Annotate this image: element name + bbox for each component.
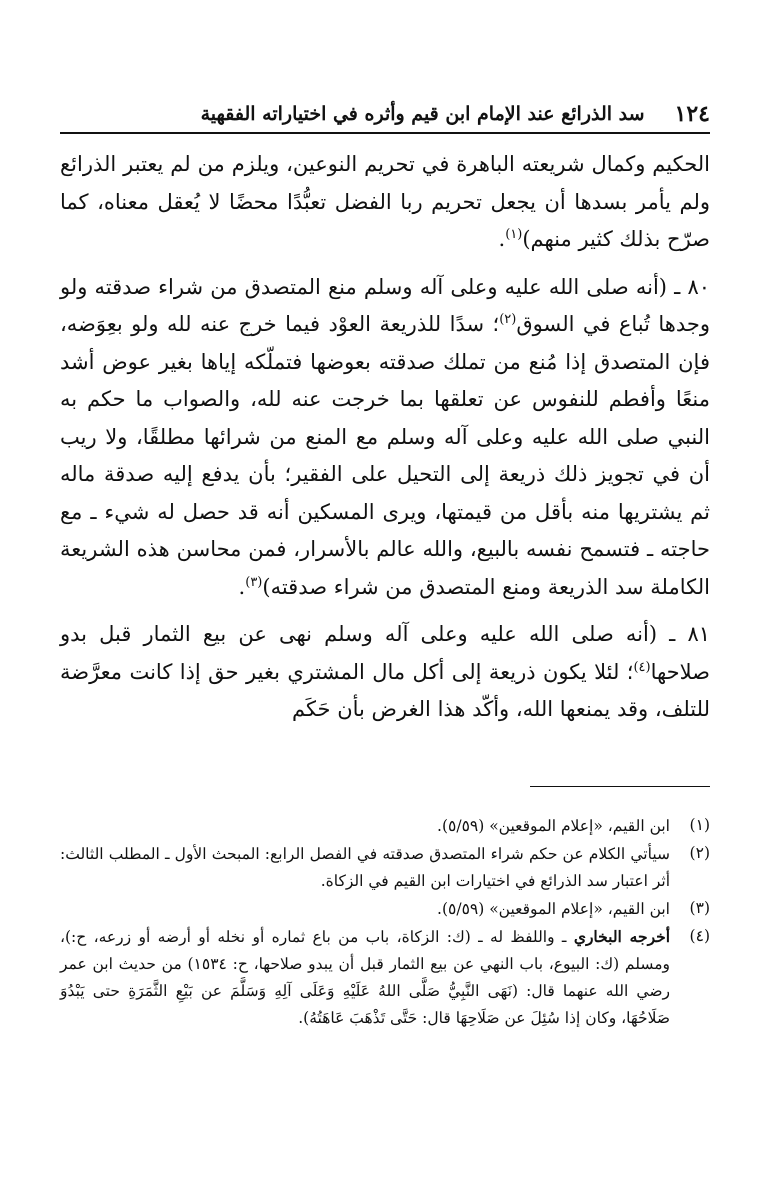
paragraph-1-text: الحكيم وكمال شريعته الباهرة في تحريم النوعين، ويلزم من لم يعتبر الذرائع ولم يأمر بسدها أن يجعل تحريم ربا الفضل تعبُّدًا محضًا لا يُعقل معناه، كما صرّح بذلك كثير منهم) bbox=[60, 152, 710, 251]
paragraph-81-text-a: ٨١ ـ (أنه صلى الله عليه وعلى آله وسلم نهى عن بيع الثمار قبل بدو صلاحها bbox=[60, 622, 710, 684]
footnote-ref-4[interactable]: (٤) bbox=[633, 659, 651, 675]
footnote-text bbox=[60, 812, 670, 840]
footnote-ref-1[interactable]: (١) bbox=[505, 227, 523, 242]
footnote-text bbox=[60, 923, 670, 1032]
paragraph-80-end: . bbox=[238, 574, 246, 599]
paragraph-81 bbox=[60, 616, 710, 729]
footnote-body: ابن القيم، «إعلام الموقعين» (٥/٥٩). bbox=[437, 900, 670, 918]
page-header bbox=[60, 96, 710, 134]
paragraph-81-text-b: ؛ لئلا يكون ذريعة إلى أكل مال المشتري بغير حق إذا كانت معرَّضة للتلف، وقد يمنعها الله، وأكّد هذا الغرض بأن حَكَم bbox=[60, 659, 710, 721]
footnotes bbox=[60, 812, 710, 1032]
footnote-body: ـ واللفظ له ـ (ك: الزكاة، باب من باع ثماره أو نخله أو أرضه أو زرعه، ح:)، ومسلم (ك: البيوع، باب النهي عن بيع الثمار قبل أن يبدو صلاحها، ح: ١٥٣٤) من حديث ابن عمر رضي الله عنهما قال: (نَهَى النَّبِيُّ صَلَّى اللهُ عَلَيْهِ وَعَلَى آلِهِ وَسَلَّمَ عن بَيْعِ الثَّمَرَةِ حتى يَبْدُوَ صَلَاحُهَا، وكان إذا سُئِلَ عن صَلَاحِهَا قال: حَتَّى تَذْهَبَ عَاهَتُهُ). bbox=[60, 928, 670, 1027]
footnote-number: (٣) bbox=[689, 899, 710, 917]
footnote-2 bbox=[60, 840, 710, 895]
paragraph-80-text-a: ٨٠ ـ (أنه صلى الله عليه وعلى آله وسلم منع المتصدق من شراء صدقته ولو وجدها تُباع في السوق bbox=[60, 274, 711, 336]
footnote-separator bbox=[530, 786, 710, 787]
footnote-1 bbox=[60, 812, 710, 840]
footnote-number: (٢) bbox=[689, 844, 710, 862]
footnote-body: سيأتي الكلام عن حكم شراء المتصدق صدقته في الفصل الرابع: المبحث الأول ـ المطلب الثالث: أثر اعتبار سد الذرائع في اختيارات ابن القيم في الزكاة. bbox=[60, 845, 670, 890]
footnote-bold: أخرجه البخاري bbox=[573, 927, 671, 946]
footnote-3 bbox=[60, 895, 710, 923]
running-title: سد الذرائع عند الإمام ابن قيم وأثره في اختياراته الفقهية bbox=[200, 103, 645, 125]
book-page bbox=[60, 0, 710, 1192]
paragraph-1-end: . bbox=[498, 227, 506, 251]
footnote-number: (٤) bbox=[689, 927, 710, 945]
footnote-number: (١) bbox=[689, 816, 710, 834]
main-text bbox=[60, 146, 710, 739]
footnote-ref-3[interactable]: (٣) bbox=[245, 574, 263, 590]
footnote-body: ابن القيم، «إعلام الموقعين» (٥/٥٩). bbox=[437, 817, 670, 835]
page-number: ١٢٤ bbox=[674, 101, 710, 127]
footnote-text bbox=[60, 895, 670, 923]
footnote-text bbox=[60, 840, 670, 895]
paragraph-1 bbox=[60, 146, 710, 259]
footnote-4 bbox=[60, 923, 710, 1032]
footnote-ref-2[interactable]: (٢) bbox=[499, 312, 517, 327]
paragraph-80 bbox=[60, 269, 710, 607]
paragraph-80-text-b: ؛ سدًا للذريعة العوْد فيما خرج عنه لله ولو بعِوَضه، فإن المتصدق إذا مُنع من تملك صدقته بعوضها فتملّكه إياها بغير عوض أشد منعًا وأفطم للنفوس عن تعلقها بما خرجت عنه لله، والصواب ما حكم به النبي صلى الله عليه وعلى آله وسلم مع المنع من شرائها مطلقًا، ولا ريب أن في تجويز ذلك ذريعة إلى التحيل على الفقير؛ بأن يدفع إليه صدقة ماله ثم يشتريها منه بأقل من قيمتها، ويرى المسكين أنه قد حصل له شيء ـ مع حاجته ـ فتسمح نفسه بالبيع، والله عالم بالأسرار، فمن محاسن هذه الشريعة الكاملة سد الذريعة ومنع المتصدق من شراء صدقته) bbox=[60, 312, 710, 599]
